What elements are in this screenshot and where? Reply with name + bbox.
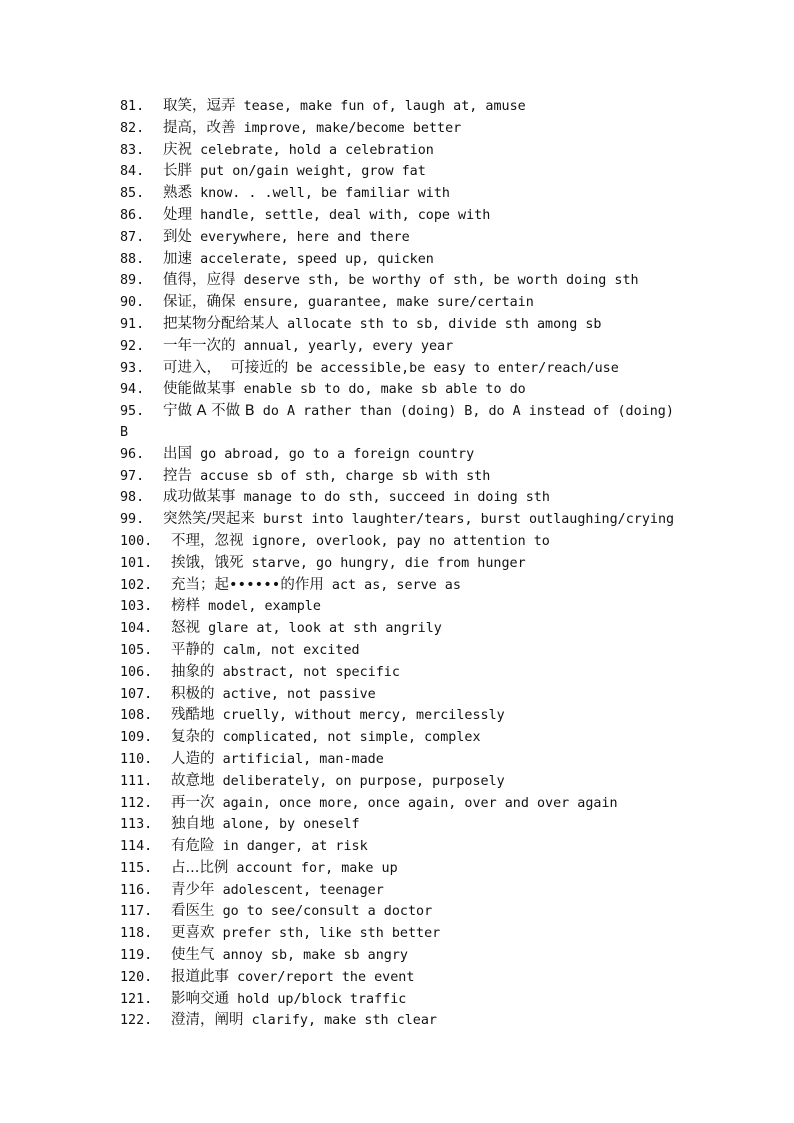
vocab-entry <box>120 401 680 444</box>
entry-number: 122. <box>120 1013 153 1029</box>
english-definition: ignore, overlook, pay no attention to <box>251 533 550 549</box>
vocab-entry <box>120 793 680 815</box>
chinese-term: 取笑，逗弄 <box>163 98 236 114</box>
entry-number: 120. <box>120 969 153 985</box>
vocab-entry <box>120 96 680 118</box>
entry-number: 107. <box>120 686 153 702</box>
entry-number: 98. <box>120 490 145 506</box>
vocab-entry <box>120 553 680 575</box>
english-definition: clarify, make sth clear <box>251 1013 437 1029</box>
entry-number: 105. <box>120 642 153 658</box>
english-definition: artificial, man-made <box>222 751 384 767</box>
entry-number: 91. <box>120 316 145 332</box>
english-definition: handle, settle, deal with, cope with <box>200 207 491 223</box>
english-definition: alone, by oneself <box>222 817 360 833</box>
vocab-entry <box>120 531 680 553</box>
chinese-term: 故意地 <box>171 772 215 789</box>
english-definition: manage to do sth, succeed in doing sth <box>243 490 550 506</box>
english-definition: be accessible,be easy to enter/reach/use <box>296 360 619 376</box>
entry-number: 83. <box>120 142 145 158</box>
vocab-entry <box>120 249 680 271</box>
english-definition: cover/report the event <box>237 969 415 985</box>
vocab-entry <box>120 640 680 662</box>
entry-number: 116. <box>120 882 153 898</box>
chinese-term: 加速 <box>163 250 192 267</box>
english-definition: accelerate, speed up, quicken <box>200 251 434 267</box>
english-definition: in danger, at risk <box>222 839 368 855</box>
vocab-entry <box>120 118 680 140</box>
entry-number: 99. <box>120 512 145 528</box>
chinese-term: 出国 <box>163 445 192 462</box>
chinese-term: 挨饿，饿死 <box>171 554 244 571</box>
english-definition: tease, make fun of, laugh at, amuse <box>243 99 526 114</box>
entry-number: 121. <box>120 991 153 1007</box>
vocab-entry <box>120 575 680 597</box>
chinese-term: 使能做某事 <box>163 381 236 398</box>
entry-number: 103. <box>120 599 153 615</box>
chinese-term: 复杂的 <box>171 729 215 746</box>
entry-number: 106. <box>120 664 153 680</box>
english-definition: improve, make/become better <box>243 120 462 136</box>
chinese-term: 独自地 <box>171 816 215 833</box>
vocab-entry <box>120 444 680 466</box>
vocab-entry <box>120 596 680 618</box>
entry-number: 87. <box>120 229 145 245</box>
english-definition: deliberately, on purpose, purposely <box>222 773 505 789</box>
chinese-term: 有危险 <box>171 838 215 855</box>
english-definition: account for, make up <box>236 860 398 876</box>
english-definition: annual, yearly, every year <box>243 338 454 354</box>
english-definition: starve, go hungry, die from hunger <box>251 555 526 571</box>
vocab-entry <box>120 618 680 640</box>
entry-number: 88. <box>120 251 145 267</box>
vocab-entry <box>120 858 680 880</box>
chinese-term: 宁做 A 不做 B <box>163 403 255 420</box>
english-definition: do A rather than (doing) B, do A instead of (doing) B <box>120 404 682 440</box>
chinese-term: 青少年 <box>171 881 215 898</box>
entry-number: 97. <box>120 468 145 484</box>
english-definition: deserve sth, be worthy of sth, be worth doing sth <box>243 273 639 289</box>
entry-number: 93. <box>120 360 145 376</box>
english-definition: active, not passive <box>222 686 376 702</box>
chinese-term: 澄清，阐明 <box>171 1012 244 1029</box>
vocab-entry <box>120 466 680 488</box>
chinese-term: 突然笑/哭起来 <box>163 511 255 528</box>
vocab-entry <box>120 358 680 380</box>
vocab-entry <box>120 487 680 509</box>
entry-number: 117. <box>120 904 153 920</box>
english-definition: annoy sb, make sb angry <box>222 948 408 964</box>
vocab-entry <box>120 923 680 945</box>
chinese-term: 提高，改善 <box>163 119 236 136</box>
chinese-term: 看医生 <box>171 903 215 920</box>
vocab-entry <box>120 161 680 183</box>
chinese-term: 影响交通 <box>171 990 229 1007</box>
english-definition: hold up/block traffic <box>237 991 407 1007</box>
chinese-term: 占...比例 <box>171 859 229 876</box>
chinese-term: 使生气 <box>171 947 215 964</box>
entry-number: 100. <box>120 533 153 549</box>
vocab-entry <box>120 989 680 1011</box>
chinese-term: 熟悉 <box>163 185 192 202</box>
english-definition: put on/gain weight, grow fat <box>200 164 426 180</box>
chinese-term: 把某物分配给某人 <box>163 315 279 332</box>
entry-number: 89. <box>120 273 145 289</box>
chinese-term: 可进入， 可接近的 <box>163 359 289 376</box>
chinese-term: 平静的 <box>171 641 215 658</box>
entry-number: 86. <box>120 207 145 223</box>
chinese-term: 再一次 <box>171 794 215 811</box>
vocab-entry <box>120 771 680 793</box>
chinese-term: 长胖 <box>163 163 192 180</box>
vocabulary-list <box>120 96 680 1032</box>
chinese-term: 不理，忽视 <box>171 532 244 549</box>
vocab-entry <box>120 183 680 205</box>
english-definition: everywhere, here and there <box>200 229 410 245</box>
vocab-entry <box>120 140 680 162</box>
chinese-term: 一年一次的 <box>163 337 236 354</box>
chinese-term: 庆祝 <box>163 141 192 158</box>
entry-number: 81. <box>120 99 145 114</box>
chinese-term: 成功做某事 <box>163 489 236 506</box>
entry-number: 104. <box>120 621 153 637</box>
entry-number: 113. <box>120 817 153 833</box>
entry-number: 110. <box>120 751 153 767</box>
entry-number: 118. <box>120 926 153 942</box>
vocab-entry <box>120 880 680 902</box>
vocab-entry <box>120 727 680 749</box>
english-definition: calm, not excited <box>222 642 360 658</box>
chinese-term: 处理 <box>163 206 192 223</box>
vocab-entry <box>120 967 680 989</box>
entry-number: 109. <box>120 730 153 746</box>
english-definition: burst into laughter/tears, burst outlaughing/crying <box>262 512 675 528</box>
english-definition: go abroad, go to a foreign country <box>200 446 475 462</box>
vocab-entry <box>120 814 680 836</box>
english-definition: know. . .well, be familiar with <box>200 186 450 202</box>
entry-number: 112. <box>120 795 153 811</box>
vocab-entry <box>120 945 680 967</box>
chinese-term: 控告 <box>163 467 192 484</box>
english-definition: again, once more, once again, over and over again <box>222 795 618 811</box>
english-definition: allocate sth to sb, divide sth among sb <box>287 316 602 332</box>
vocab-entry <box>120 379 680 401</box>
chinese-term: 报道此事 <box>171 968 229 985</box>
vocab-entry <box>120 336 680 358</box>
english-definition: abstract, not specific <box>222 664 400 680</box>
vocab-entry <box>120 1010 680 1032</box>
english-definition: celebrate, hold a celebration <box>200 142 434 158</box>
entry-number: 85. <box>120 186 145 202</box>
english-definition: enable sb to do, make sb able to do <box>243 382 526 398</box>
vocab-entry <box>120 901 680 923</box>
vocab-entry <box>120 227 680 249</box>
chinese-term: 积极的 <box>171 685 215 702</box>
vocab-entry <box>120 509 680 531</box>
english-definition: glare at, look at sth angrily <box>208 621 442 637</box>
chinese-term: 残酷地 <box>171 707 215 724</box>
vocab-entry <box>120 314 680 336</box>
vocab-entry <box>120 292 680 314</box>
english-definition: ensure, guarantee, make sure/certain <box>243 295 534 311</box>
chinese-term: 值得，应得 <box>163 272 236 289</box>
entry-number: 119. <box>120 948 153 964</box>
chinese-term: 怒视 <box>171 620 200 637</box>
english-definition: go to see/consult a doctor <box>222 904 433 920</box>
entry-number: 111. <box>120 773 153 789</box>
entry-number: 90. <box>120 295 145 311</box>
english-definition: complicated, not simple, complex <box>222 730 481 746</box>
entry-number: 114. <box>120 839 153 855</box>
chinese-term: 抽象的 <box>171 663 215 680</box>
chinese-term: 到处 <box>163 228 192 245</box>
english-definition: prefer sth, like sth better <box>222 926 441 942</box>
english-definition: model, example <box>208 599 321 615</box>
vocab-entry <box>120 662 680 684</box>
entry-number: 95. <box>120 404 145 420</box>
entry-number: 96. <box>120 446 145 462</box>
vocab-entry <box>120 749 680 771</box>
chinese-term: 更喜欢 <box>171 925 215 942</box>
vocab-entry <box>120 205 680 227</box>
chinese-term: 保证，确保 <box>163 294 236 311</box>
vocab-entry <box>120 836 680 858</box>
entry-number: 94. <box>120 382 145 398</box>
entry-number: 84. <box>120 164 145 180</box>
entry-number: 82. <box>120 120 145 136</box>
chinese-term: 榜样 <box>171 598 200 615</box>
english-definition: accuse sb of sth, charge sb with sth <box>200 468 491 484</box>
vocab-entry <box>120 705 680 727</box>
vocab-entry <box>120 684 680 706</box>
vocab-entry <box>120 270 680 292</box>
entry-number: 108. <box>120 708 153 724</box>
english-definition: cruelly, without mercy, mercilessly <box>222 708 505 724</box>
entry-number: 101. <box>120 555 153 571</box>
entry-number: 102. <box>120 577 153 593</box>
entry-number: 92. <box>120 338 145 354</box>
english-definition: adolescent, teenager <box>222 882 384 898</box>
entry-number: 115. <box>120 860 153 876</box>
english-definition: act as, serve as <box>331 577 461 593</box>
chinese-term: 人造的 <box>171 750 215 767</box>
chinese-term: 充当；起••••••的作用 <box>171 576 324 593</box>
